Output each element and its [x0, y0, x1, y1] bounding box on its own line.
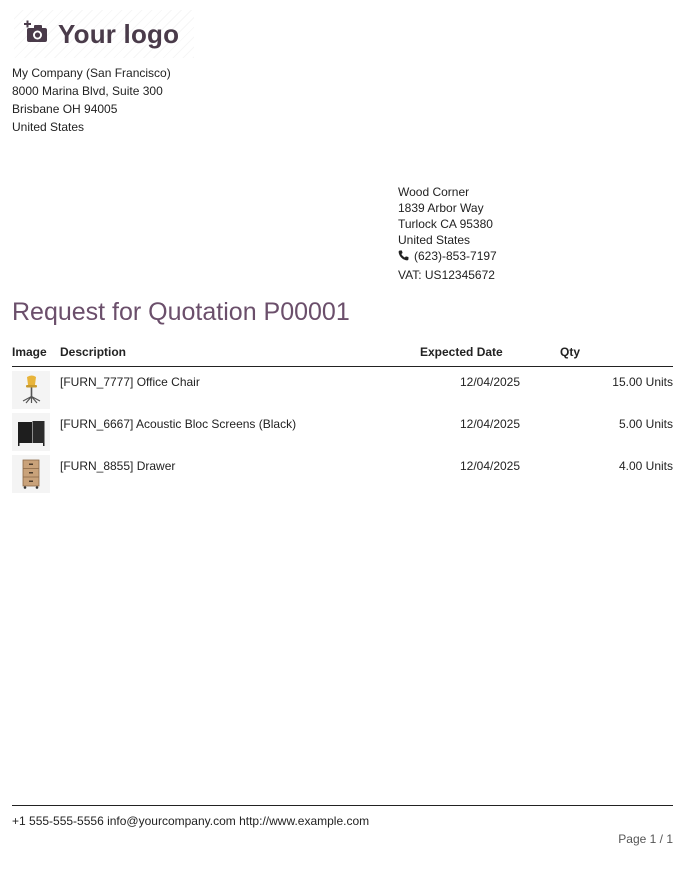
company-logo [14, 10, 194, 58]
line-expected-date: 12/04/2025 [459, 459, 521, 473]
line-description: [FURN_8855] Drawer [60, 459, 176, 473]
line-expected-date: 12/04/2025 [459, 417, 521, 431]
vendor-address [398, 184, 497, 283]
table-row [12, 367, 673, 410]
logo-text: Your logo [58, 18, 180, 49]
table-row [12, 451, 673, 493]
column-header-qty: Qty [560, 342, 673, 367]
office-chair-icon [12, 371, 50, 409]
line-description: [FURN_6667] Acoustic Bloc Screens (Black) [60, 417, 297, 431]
company-address [12, 64, 171, 136]
footer-contact: +1 555-555-5556 info@yourcompany.com http://www.example.com [12, 814, 370, 828]
phone-icon [398, 250, 409, 261]
vendor-phone [398, 248, 497, 264]
camera-plus-icon [24, 19, 50, 45]
vendor-vat: VAT: US12345672 [398, 268, 495, 282]
line-qty: 4.00 Units [618, 459, 673, 473]
line-description: [FURN_7777] Office Chair [60, 375, 200, 389]
column-header-expected-date: Expected Date [420, 342, 560, 367]
vendor-address-line: Turlock CA 95380 [398, 217, 493, 231]
vendor-address-line: United States [398, 233, 471, 247]
column-header-description: Description [60, 342, 420, 367]
vendor-phone-number: (623)-853-7197 [414, 249, 497, 263]
vendor-address-line: 1839 Arbor Way [398, 201, 484, 215]
line-qty: 5.00 Units [618, 417, 673, 431]
column-header-image: Image [12, 342, 60, 367]
order-lines-table [12, 342, 673, 493]
footer-divider [12, 805, 673, 806]
acoustic-screen-icon [12, 413, 50, 451]
company-address-line: Brisbane OH 94005 [12, 102, 118, 116]
drawer-icon [12, 455, 50, 493]
document-title: Request for Quotation P00001 [12, 298, 350, 326]
table-row [12, 409, 673, 451]
line-expected-date: 12/04/2025 [459, 375, 521, 389]
line-qty: 15.00 Units [612, 375, 673, 389]
table-header-row [12, 342, 673, 367]
company-address-line: United States [12, 120, 85, 134]
company-address-line: 8000 Marina Blvd, Suite 300 [12, 84, 163, 98]
vendor-address-line: Wood Corner [398, 185, 470, 199]
page-number: Page 1 / 1 [618, 832, 673, 846]
company-address-line: My Company (San Francisco) [12, 66, 171, 80]
